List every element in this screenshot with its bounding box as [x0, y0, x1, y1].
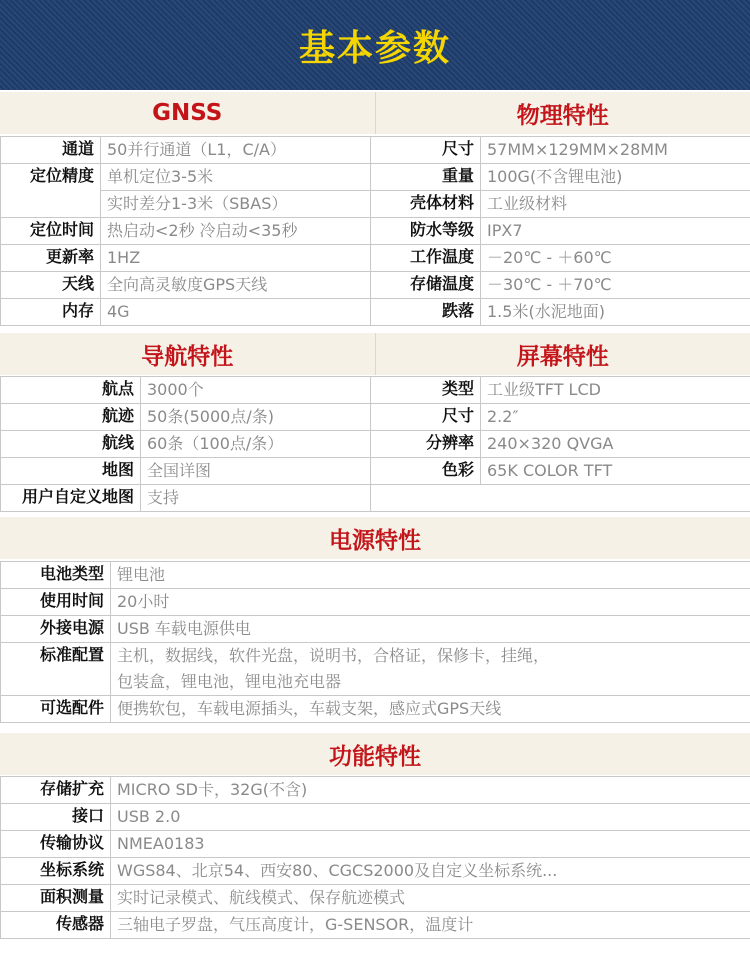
- table-row: [1, 245, 750, 272]
- section-header-gnss-physical: [0, 92, 750, 134]
- table-row: [1, 164, 750, 191]
- table-row: [1, 218, 750, 245]
- table-row: [1, 804, 750, 831]
- section-title-gnss: GNSS: [152, 100, 223, 126]
- spec-value: 100G(不含锂电池): [481, 164, 750, 191]
- spec-value: －20℃ - ＋60℃: [481, 245, 750, 272]
- spec-label: 存储扩充: [1, 777, 111, 804]
- spec-label: 尺寸: [371, 137, 481, 164]
- section-title-screen: 屏幕特性: [375, 333, 750, 375]
- spec-label: 防水等级: [371, 218, 481, 245]
- spec-value: 65K COLOR TFT: [481, 458, 750, 485]
- spec-label: 通道: [1, 137, 101, 164]
- spec-value: 全向高灵敏度GPS天线: [101, 272, 371, 299]
- banner-title: 基本参数: [298, 27, 451, 69]
- table-row: [1, 562, 750, 589]
- section-title-function: 功能特性: [329, 743, 421, 770]
- spec-label: 接口: [1, 804, 111, 831]
- spec-value: －30℃ - ＋70℃: [481, 272, 750, 299]
- table-row: [1, 885, 750, 912]
- spec-label: 面积测量: [1, 885, 111, 912]
- spec-value: 4G: [101, 299, 371, 326]
- table-row: [1, 912, 750, 939]
- spec-label: 定位时间: [1, 218, 101, 245]
- spec-value: WGS84、北京54、西安80、CGCS2000及自定义坐标系统...: [111, 858, 750, 885]
- gnss-physical-table: [0, 136, 750, 326]
- spec-label: 地图: [1, 458, 141, 485]
- spec-label: 跌落: [371, 299, 481, 326]
- spec-value: 全国详图: [141, 458, 371, 485]
- empty-cell: [481, 485, 750, 512]
- power-table: [0, 561, 750, 723]
- spec-value-line2: 包装盒，锂电池，锂电池充电器: [111, 669, 750, 696]
- table-row: [1, 831, 750, 858]
- spec-label: 重量: [371, 164, 481, 191]
- spec-label: 定位精度: [1, 164, 101, 218]
- spec-label: 航点: [1, 377, 141, 404]
- table-row: [1, 431, 750, 458]
- table-row: [1, 616, 750, 643]
- spec-label: 存储温度: [371, 272, 481, 299]
- spec-value: MICRO SD卡，32G(不含): [111, 777, 750, 804]
- table-row: [1, 858, 750, 885]
- spec-label: 分辨率: [371, 431, 481, 458]
- nav-screen-table: [0, 376, 750, 512]
- spec-label: 外接电源: [1, 616, 111, 643]
- table-row: [1, 299, 750, 326]
- table-row: [1, 404, 750, 431]
- spec-value: 三轴电子罗盘，气压高度计，G-SENSOR，温度计: [111, 912, 750, 939]
- spec-value: IPX7: [481, 218, 750, 245]
- spec-label: 航迹: [1, 404, 141, 431]
- section-title-navigation: 导航特性: [141, 343, 234, 370]
- spec-label: 可选配件: [1, 696, 111, 723]
- spec-label: 尺寸: [371, 404, 481, 431]
- spec-value: 50并行通道（L1，C/A）: [101, 137, 371, 164]
- section-header-function: [0, 733, 750, 775]
- spec-value: 锂电池: [111, 562, 750, 589]
- table-row: [1, 137, 750, 164]
- spec-label: 使用时间: [1, 589, 111, 616]
- table-row: [1, 643, 750, 670]
- spec-value: 热启动<2秒 冷启动<35秒: [101, 218, 371, 245]
- table-row: [1, 272, 750, 299]
- spec-value: 57MM×129MM×28MM: [481, 137, 750, 164]
- spec-label: 航线: [1, 431, 141, 458]
- spec-label: 色彩: [371, 458, 481, 485]
- spec-value: 工业级材料: [481, 191, 750, 218]
- banner: [0, 0, 750, 90]
- spec-value: 主机，数据线，软件光盘，说明书，合格证，保修卡，挂绳，: [111, 643, 750, 670]
- spec-label: 类型: [371, 377, 481, 404]
- spec-value: 1HZ: [101, 245, 371, 272]
- spec-label: 工作温度: [371, 245, 481, 272]
- spec-label: 更新率: [1, 245, 101, 272]
- table-row: [1, 485, 750, 512]
- spec-value: 便携软包，车载电源插头，车载支架，感应式GPS天线: [111, 696, 750, 723]
- spec-value: 50条(5000点/条): [141, 404, 371, 431]
- spec-label: 标准配置: [1, 643, 111, 696]
- spec-label: 坐标系统: [1, 858, 111, 885]
- spec-label: 电池类型: [1, 562, 111, 589]
- table-row: [1, 589, 750, 616]
- spec-label: 壳体材料: [371, 191, 481, 218]
- spec-value: 1.5米(水泥地面): [481, 299, 750, 326]
- spec-label: 天线: [1, 272, 101, 299]
- empty-cell: [371, 485, 481, 512]
- spec-value: 单机定位3-5米: [101, 164, 371, 191]
- function-table: [0, 776, 750, 939]
- section-title-power: 电源特性: [329, 527, 421, 554]
- spec-value-line2: 实时差分1-3米（SBAS）: [101, 191, 371, 218]
- spec-label: 用户自定义地图: [1, 485, 141, 512]
- table-row: [1, 777, 750, 804]
- spec-value: USB 车载电源供电: [111, 616, 750, 643]
- table-row: [1, 191, 750, 218]
- section-header-power: [0, 517, 750, 559]
- section-header-nav-screen: [0, 333, 750, 375]
- spec-value: 工业级TFT LCD: [481, 377, 750, 404]
- table-row: [1, 458, 750, 485]
- spec-value: 240×320 QVGA: [481, 431, 750, 458]
- spec-value: 3000个: [141, 377, 371, 404]
- spec-value: 实时记录模式、航线模式、保存航迹模式: [111, 885, 750, 912]
- spec-value: 支持: [141, 485, 371, 512]
- spec-value: NMEA0183: [111, 831, 750, 858]
- spec-label: 内存: [1, 299, 101, 326]
- spec-value: 60条（100点/条）: [141, 431, 371, 458]
- section-title-physical: 物理特性: [375, 92, 750, 134]
- spec-label: 传感器: [1, 912, 111, 939]
- table-row: [1, 669, 750, 696]
- spec-value: 20小时: [111, 589, 750, 616]
- spec-value: 2.2″: [481, 404, 750, 431]
- spec-label: 传输协议: [1, 831, 111, 858]
- table-row: [1, 696, 750, 723]
- spec-value: USB 2.0: [111, 804, 750, 831]
- table-row: [1, 377, 750, 404]
